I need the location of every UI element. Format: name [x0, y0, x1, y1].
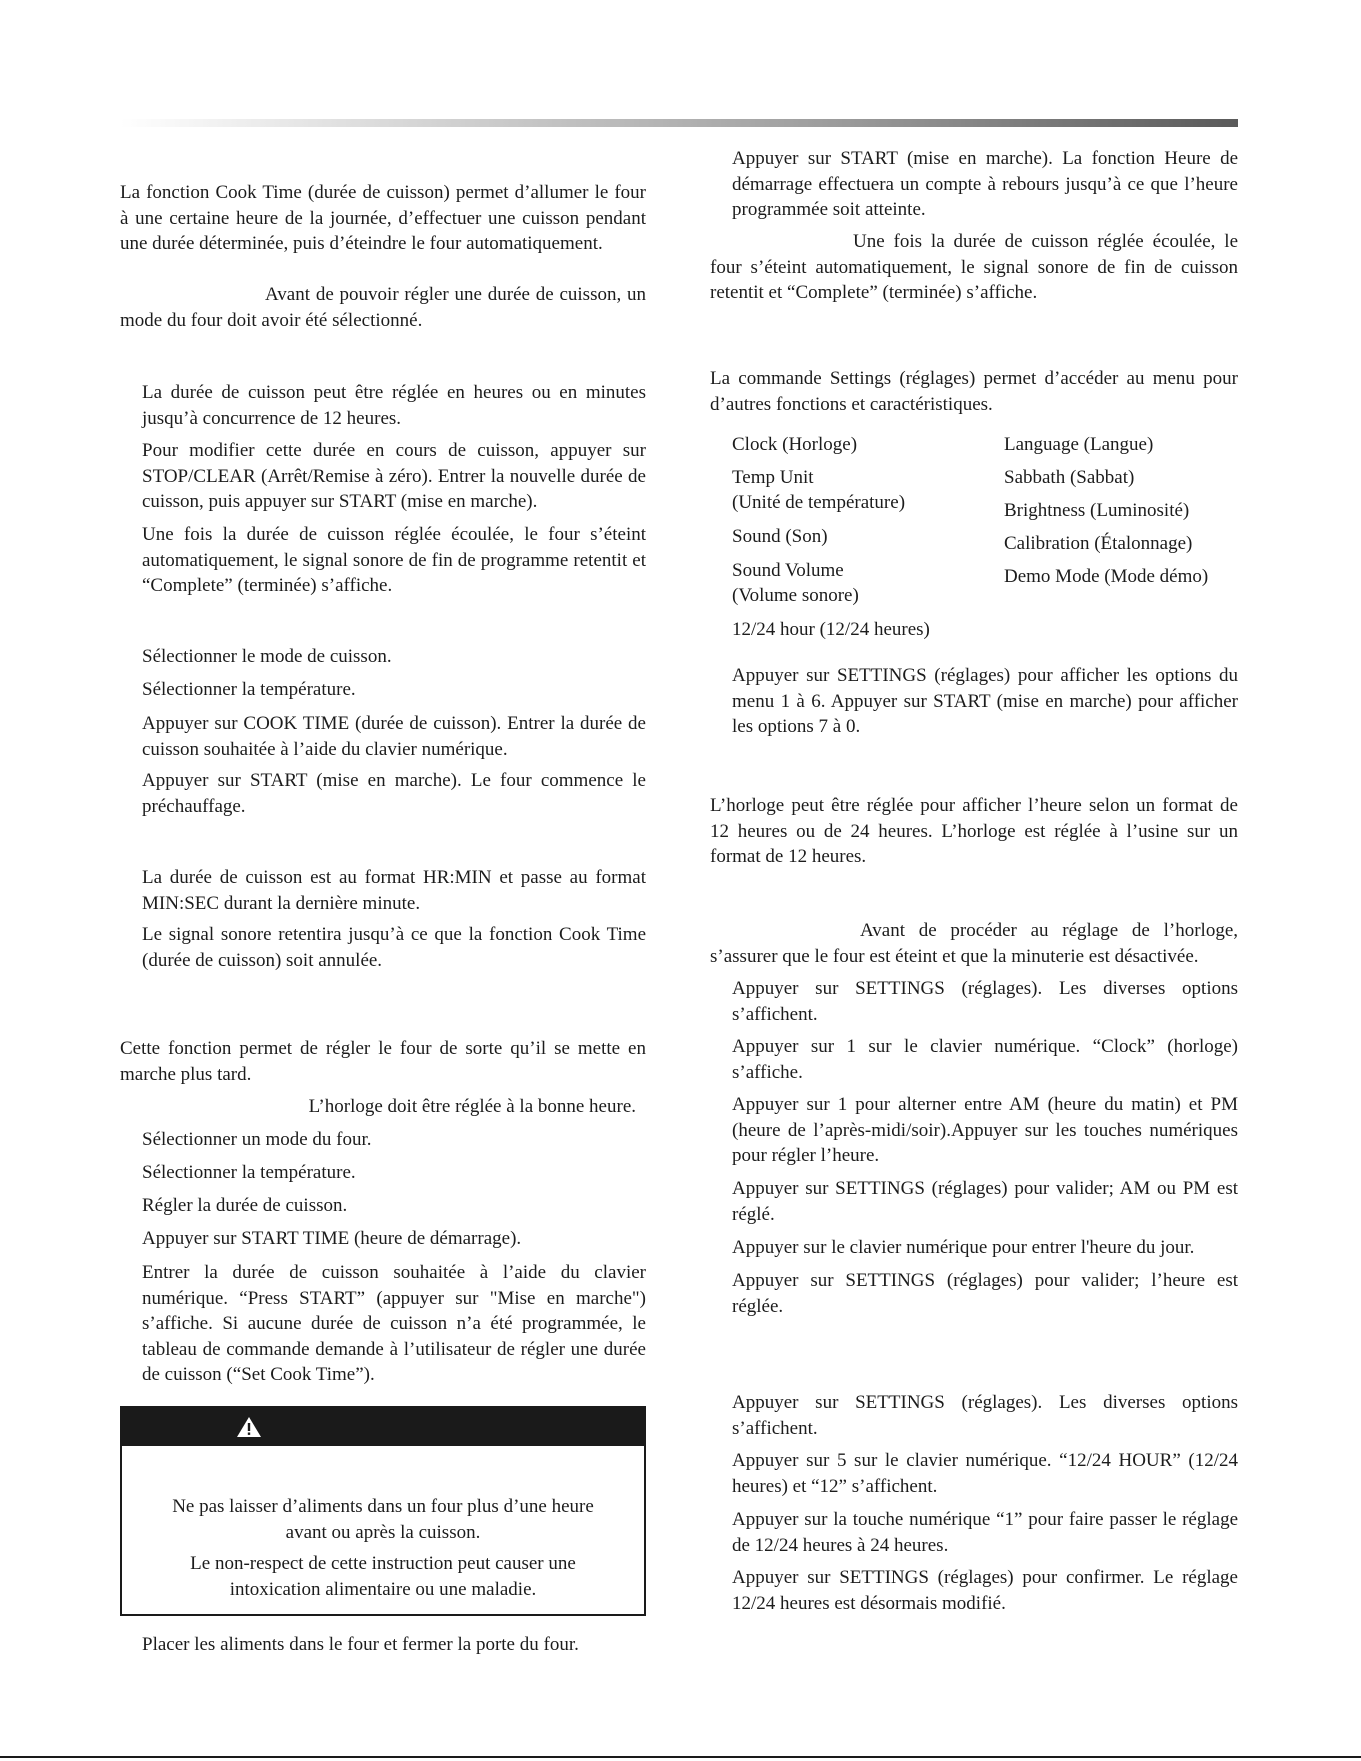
cook-time-note-item: Pour modifier cette durée en cours de cuisson, appuyer sur STOP/CLEAR (Arrêt/Remise à zéro). Entrer la nouvelle durée de cuisson, puis appuyer sur START (mise en marche). [142, 440, 646, 512]
delay-start-note: L’horloge doit être réglée à la bonne heure. [308, 1096, 636, 1117]
clock-step: Appuyer sur SETTINGS (réglages) pour valider; AM ou PM est réglé. [732, 1178, 1238, 1225]
settings-option: Temp Unit [732, 467, 814, 488]
clock-step: Appuyer sur SETTINGS (réglages). Les diverses options s’affichent. [732, 978, 1238, 1025]
delay-start-step: Régler la durée de cuisson. [142, 1195, 348, 1216]
warning-header-bar [122, 1408, 644, 1446]
settings-options-list [732, 432, 1238, 642]
delay-start-step: Appuyer sur START TIME (heure de démarrage). [142, 1228, 522, 1249]
hour-format-step: Appuyer sur SETTINGS (réglages). Les diverses options s’affichent. [732, 1392, 1238, 1439]
footer-rule [0, 1756, 1361, 1758]
settings-option: Sound (Son) [732, 526, 828, 547]
settings-option: 12/24 hour (12/24 heures) [732, 619, 930, 640]
hour-format-step: Appuyer sur SETTINGS (réglages) pour confirmer. Le réglage 12/24 heures est désormais modifié. [732, 1567, 1238, 1614]
settings-option: Sabbath (Sabbat) [1004, 467, 1135, 488]
cook-time-intro: La fonction Cook Time (durée de cuisson) permet d’allumer le four à une certaine heure de la journée, d’effectuer une cuisson pendant une durée déterminée, puis d’éteindre le four automatiquement. [120, 182, 646, 254]
cook-time-note-item: Le signal sonore retentira jusqu’à ce que la fonction Cook Time (durée de cuisson) soit annulée. [142, 924, 646, 971]
clock-step: Appuyer sur le clavier numérique pour entrer l'heure du jour. [732, 1237, 1195, 1258]
settings-option: Clock (Horloge) [732, 434, 858, 455]
cook-time-step: Appuyer sur START (mise en marche). Le four commence le préchauffage. [142, 770, 646, 817]
settings-option: (Volume sonore) [732, 585, 859, 606]
hour-format-step: Appuyer sur la touche numérique “1” pour faire passer le réglage de 12/24 heures à 24 heures. [732, 1509, 1238, 1556]
hour-format-step: Appuyer sur 5 sur le clavier numérique. “12/24 HOUR” (12/24 heures) et “12” s’affichent. [732, 1450, 1238, 1497]
delay-start-step: Sélectionner la température. [142, 1162, 356, 1183]
cook-time-note: Avant de pouvoir régler une durée de cuisson, un mode du four doit avoir été sélectionné. [120, 284, 646, 331]
cook-time-step: Sélectionner le mode de cuisson. [142, 646, 392, 667]
warning-box [120, 1406, 646, 1616]
cook-time-note-item: La durée de cuisson est au format HR:MIN et passe au format MIN:SEC durant la dernière minute. [142, 867, 646, 914]
settings-option: Calibration (Étalonnage) [1004, 533, 1193, 554]
settings-option: Demo Mode (Mode démo) [1004, 566, 1209, 587]
delay-start-step: Appuyer sur START (mise en marche). La fonction Heure de démarrage effectuera un compte à rebours jusqu’à ce que l’heure programmée soit atteinte. [732, 148, 1238, 220]
clock-step: Appuyer sur 1 pour alterner entre AM (heure du matin) et PM (heure de l’après-midi/soir).Appuyer sur les touches numériques pour régler l’heure. [732, 1094, 1238, 1166]
warning-triangle-icon [236, 1416, 262, 1438]
delay-start-end-note: Une fois la durée de cuisson réglée écoulée, le four s’éteint automatiquement, le signal sonore de fin de cuisson retentit et “Complete” (terminée) s’affiche. [710, 231, 1238, 303]
cook-time-note-item: Une fois la durée de cuisson réglée écoulée, le four s’éteint automatiquement, le signal sonore de fin de programme retentit et “Complete” (terminée) s’affiche. [142, 524, 646, 596]
delay-start-step: Sélectionner un mode du four. [142, 1129, 372, 1150]
cook-time-step: Sélectionner la température. [142, 679, 356, 700]
settings-option: Language (Langue) [1004, 434, 1154, 455]
delay-start-intro: Cette fonction permet de régler le four de sorte qu’il se mette en marche plus tard. [120, 1038, 646, 1085]
delay-start-step: Placer les aliments dans le four et fermer la porte du four. [142, 1634, 579, 1655]
header-rule [120, 119, 1238, 127]
clock-step: Appuyer sur 1 sur le clavier numérique. “Clock” (horloge) s’affiche. [732, 1036, 1238, 1083]
delay-start-step: Entrer la durée de cuisson souhaitée à l’aide du clavier numérique. “Press START” (appuyer sur "Mise en marche") s’affiche. Si aucune durée de cuisson n’a été programmée, le tableau de commande demande à l’utilisateur de régler une durée de cuisson (“Set Cook Time”). [142, 1262, 646, 1385]
clock-intro: L’horloge peut être réglée pour afficher l’heure selon un format de 12 heures ou de 24 heures. L’horloge est réglée à l’usine sur un format de 12 heures. [710, 795, 1238, 867]
cook-time-note-item: La durée de cuisson peut être réglée en heures ou en minutes jusqu’à concurrence de 12 heures. [142, 382, 646, 429]
settings-option: Brightness (Luminosité) [1004, 500, 1190, 521]
clock-step: Appuyer sur SETTINGS (réglages) pour valider; l’heure est réglée. [732, 1270, 1238, 1317]
settings-option: Sound Volume [732, 560, 844, 581]
clock-note: Avant de procéder au réglage de l’horloge, s’assurer que le four est éteint et que la minuterie est désactivée. [710, 920, 1238, 967]
settings-intro: La commande Settings (réglages) permet d’accéder au menu pour d’autres fonctions et caractéristiques. [710, 368, 1238, 415]
warning-consequence: Le non-respect de cette instruction peut causer une intoxication alimentaire ou une maladie. [190, 1553, 576, 1600]
cook-time-step: Appuyer sur COOK TIME (durée de cuisson). Entrer la durée de cuisson souhaitée à l’aide du clavier numérique. [142, 713, 646, 760]
settings-option: (Unité de température) [732, 492, 906, 513]
settings-step: Appuyer sur SETTINGS (réglages) pour afficher les options du menu 1 à 6. Appuyer sur START (mise en marche) pour afficher les options 7 à 0. [732, 665, 1238, 737]
warning-text: Ne pas laisser d’aliments dans un four plus d’une heure avant ou après la cuisson. [172, 1496, 594, 1543]
